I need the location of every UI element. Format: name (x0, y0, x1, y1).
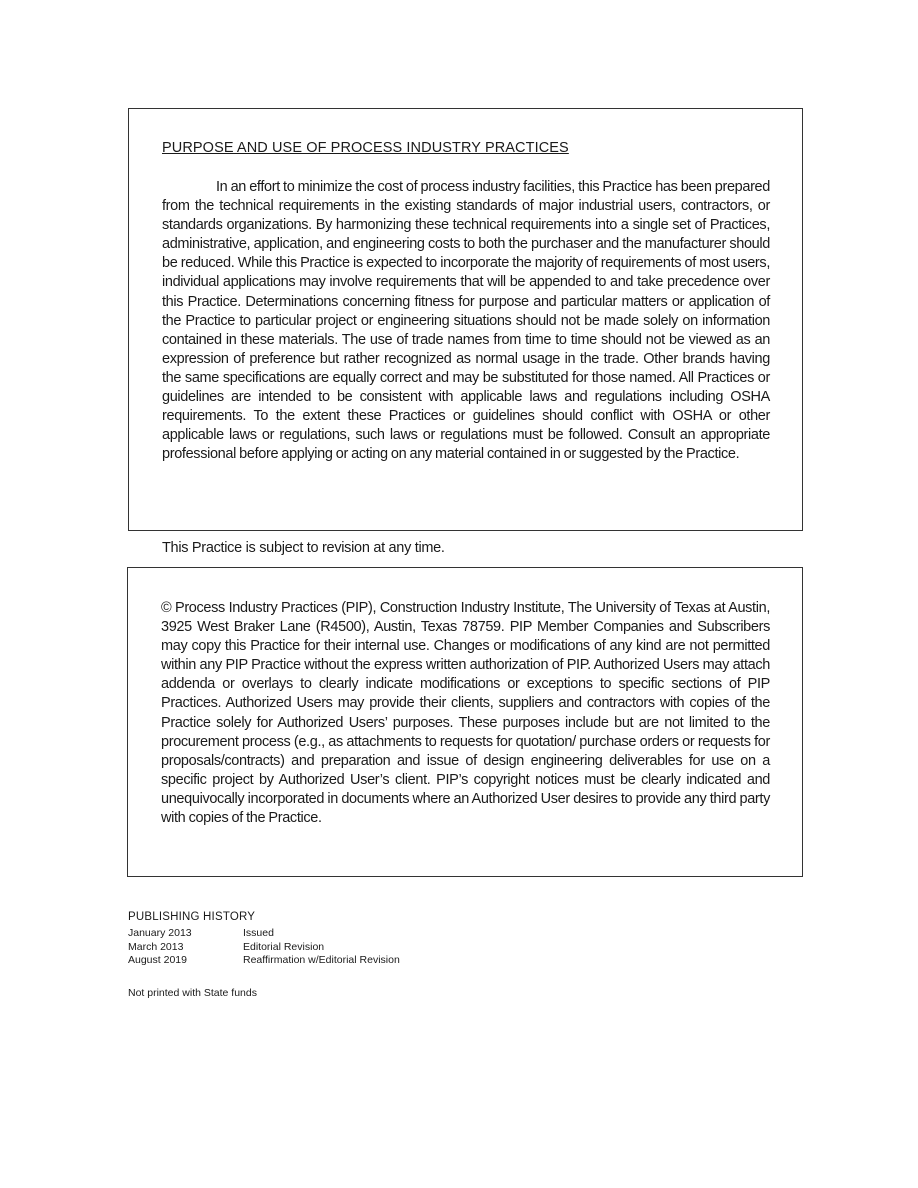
history-event: Reaffirmation w/Editorial Revision (243, 954, 400, 966)
history-event: Issued (243, 927, 274, 939)
purpose-title: PURPOSE AND USE OF PROCESS INDUSTRY PRACTICES (162, 140, 569, 156)
publishing-history (128, 911, 400, 968)
history-row (128, 927, 400, 941)
publishing-history-title: PUBLISHING HISTORY (128, 911, 256, 923)
purpose-section-box (128, 108, 803, 531)
history-row (128, 954, 400, 968)
history-row (128, 941, 400, 955)
history-date: March 2013 (128, 940, 184, 953)
history-event: Editorial Revision (243, 940, 325, 953)
copyright-body-text: © Process Industry Practices (PIP), Construction Industry Institute, The University of Texas at Austin, 3925 West Braker Lane (R4500), Austin, Texas 78759. PIP Member Companies and Subscribers may copy this Practice for their internal use. Changes or modifications of any kind are not permitted within any PIP Practice without the express written authorization of PIP. Authorized Users may attach addenda or overlays to clearly indicate modifications or exceptions to specific sections of PIP Practices. Authorized Users may provide their clients, suppliers and contractors with copies of the Practice solely for Authorized Users’ purposes. These purposes include but are not limited to the procurement process (e.g., as attachments to requests for quotation/ purchase orders or requests for proposals/contracts) and preparation and issue of design engineering deliverables for use on a specific project by Authorized User’s client. PIP’s copyright notices must be clearly indicated and unequivocally incorporated in documents where an Authorized User desires to provide any third party with copies of the Practice. (161, 600, 770, 827)
funds-note: Not printed with State funds (128, 987, 257, 999)
copyright-section-box (127, 567, 803, 877)
history-date: January 2013 (128, 927, 192, 939)
history-date: August 2019 (128, 954, 187, 966)
revision-note: This Practice is subject to revision at any time. (162, 540, 445, 556)
purpose-body-text: In an effort to minimize the cost of process industry facilities, this Practice has been prepared from the technical requirements in the existing standards of major industrial users, contractors, or standards organizations. By harmonizing these technical requirements into a single set of Practices, administrative, application, and engineering costs to both the purchaser and the manufacturer should be reduced. While this Practice is expected to incorporate the majority of requirements of most users, individual applications may involve requirements that will be appended to and take precedence over this Practice. Determinations concerning fitness for purpose and particular matters or application of the Practice to particular project or engineering situations should not be made solely on information contained in these materials. The use of trade names from time to time should not be viewed as an expression of preference but rather recognized as normal usage in the trade. Other brands having the same specifications are equally correct and may be substituted for those named. All Practices or guidelines are intended to be consistent with applicable laws and regulations including OSHA requirements. To the extent these Practices or guidelines should conflict with OSHA or other applicable laws or regulations, such laws or regulations must be followed. Consult an appropriate professional before applying or acting on any material contained in or suggested by the Practice. (162, 179, 770, 463)
